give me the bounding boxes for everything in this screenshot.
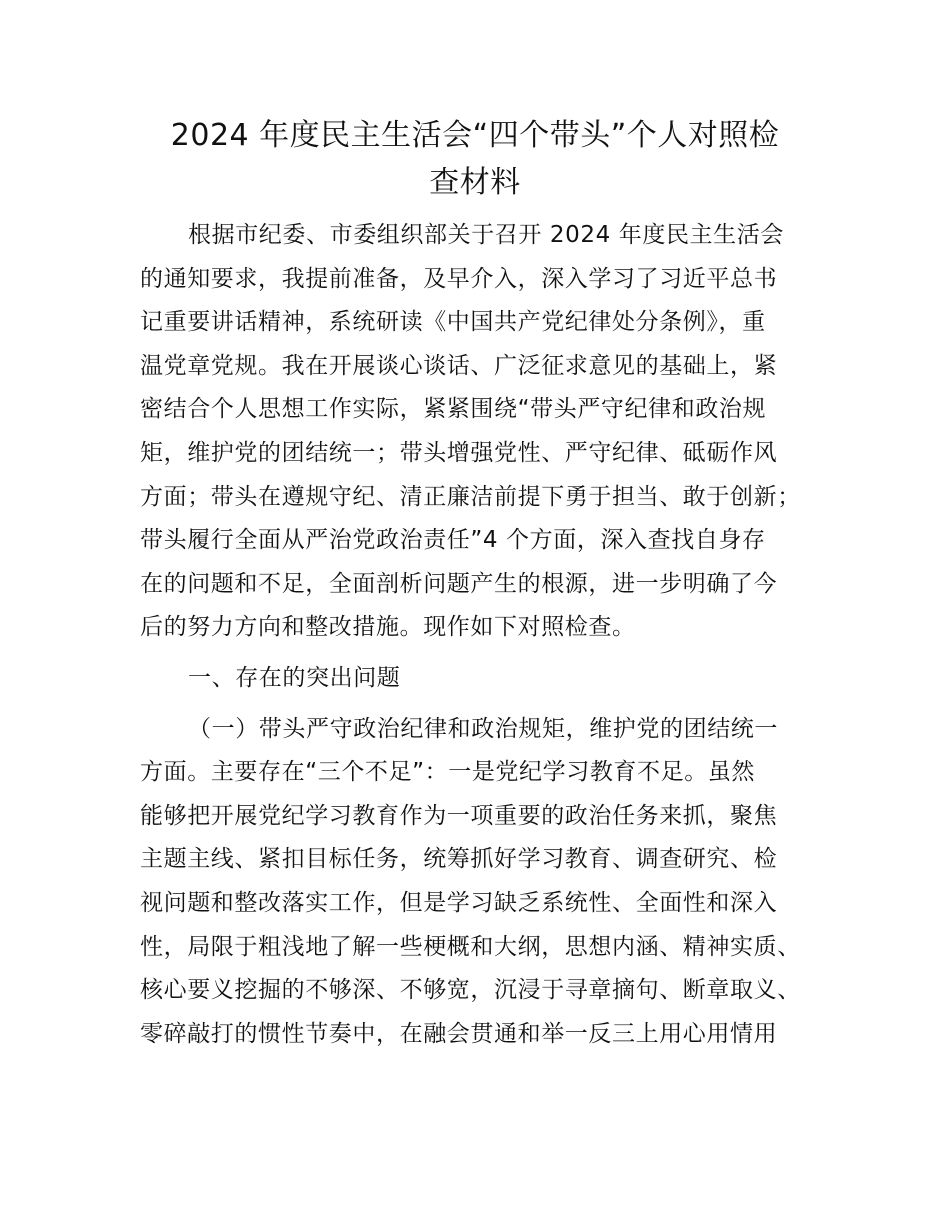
paragraph-line: 主题主线、紧扣目标任务，统筹抓好学习教育、调查研究、检 (140, 846, 778, 873)
paragraph-line: 能够把开展党纪学习教育作为一项重要的政治任务来抓，聚焦 (140, 802, 778, 829)
problem-paragraph (140, 708, 840, 1057)
paragraph-line: 性，局限于粗浅地了解一些梗概和大纲，思想内涵、精神实质、 (140, 933, 801, 960)
paragraph-line: 温党章党规。我在开展谈心谈话、广泛征求意见的基础上，紧 (140, 352, 778, 379)
paragraph-line: 方面。主要存在“三个不足”：一是党纪学习教育不足。虽然 (140, 759, 756, 786)
paragraph-line: 矩，维护党的团结统一；带头增强党性、严守纪律、砥砺作风 (140, 439, 778, 466)
section-heading: 一、存在的突出问题 (188, 664, 401, 691)
title-line: 查材料 (429, 165, 521, 200)
section-heading-block (140, 657, 840, 701)
paragraph-line: 后的努力方向和整改措施。现作如下对照检查。 (140, 614, 636, 641)
paragraph-line: 在的问题和不足，全面剖析问题产生的根源，进一步明确了今 (140, 570, 778, 597)
paragraph-line: 零碎敲打的惯性节奏中，在融会贯通和举一反三上用心用情用 (140, 1020, 778, 1047)
paragraph-line: 带头履行全面从严治党政治责任”4 个方面，深入查找自身存 (140, 527, 766, 554)
paragraph-line: 方面；带头在遵规守纪、清正廉洁前提下勇于担当、敢于创新； (140, 483, 801, 510)
paragraph-line: 根据市纪委、市委组织部关于召开 2024 年度民主生活会 (188, 222, 784, 248)
intro-paragraph (140, 214, 840, 650)
title-line: 2024 年度民主生活会“四个带头”个人对照检 (170, 118, 780, 153)
paragraph-line: 视问题和整改落实工作，但是学习缺乏系统性、全面性和深入 (140, 889, 778, 916)
paragraph-line: 的通知要求，我提前准备，及早介入，深入学习了习近平总书 (140, 265, 778, 292)
document-title (140, 112, 810, 206)
paragraph-line: 密结合个人思想工作实际，紧紧围绕“带头严守纪律和政治规 (140, 396, 767, 423)
document-body (140, 214, 840, 1056)
paragraph-line: 核心要义挖掘的不够深、不够宽，沉浸于寻章摘句、断章取义、 (140, 977, 801, 1004)
paragraph-line: 记重要讲话精神，系统研读《中国共产党纪律处分条例》，重 (140, 309, 766, 336)
paragraph-line: （一）带头严守政治纪律和政治规矩，维护党的团结统一 (188, 715, 778, 742)
